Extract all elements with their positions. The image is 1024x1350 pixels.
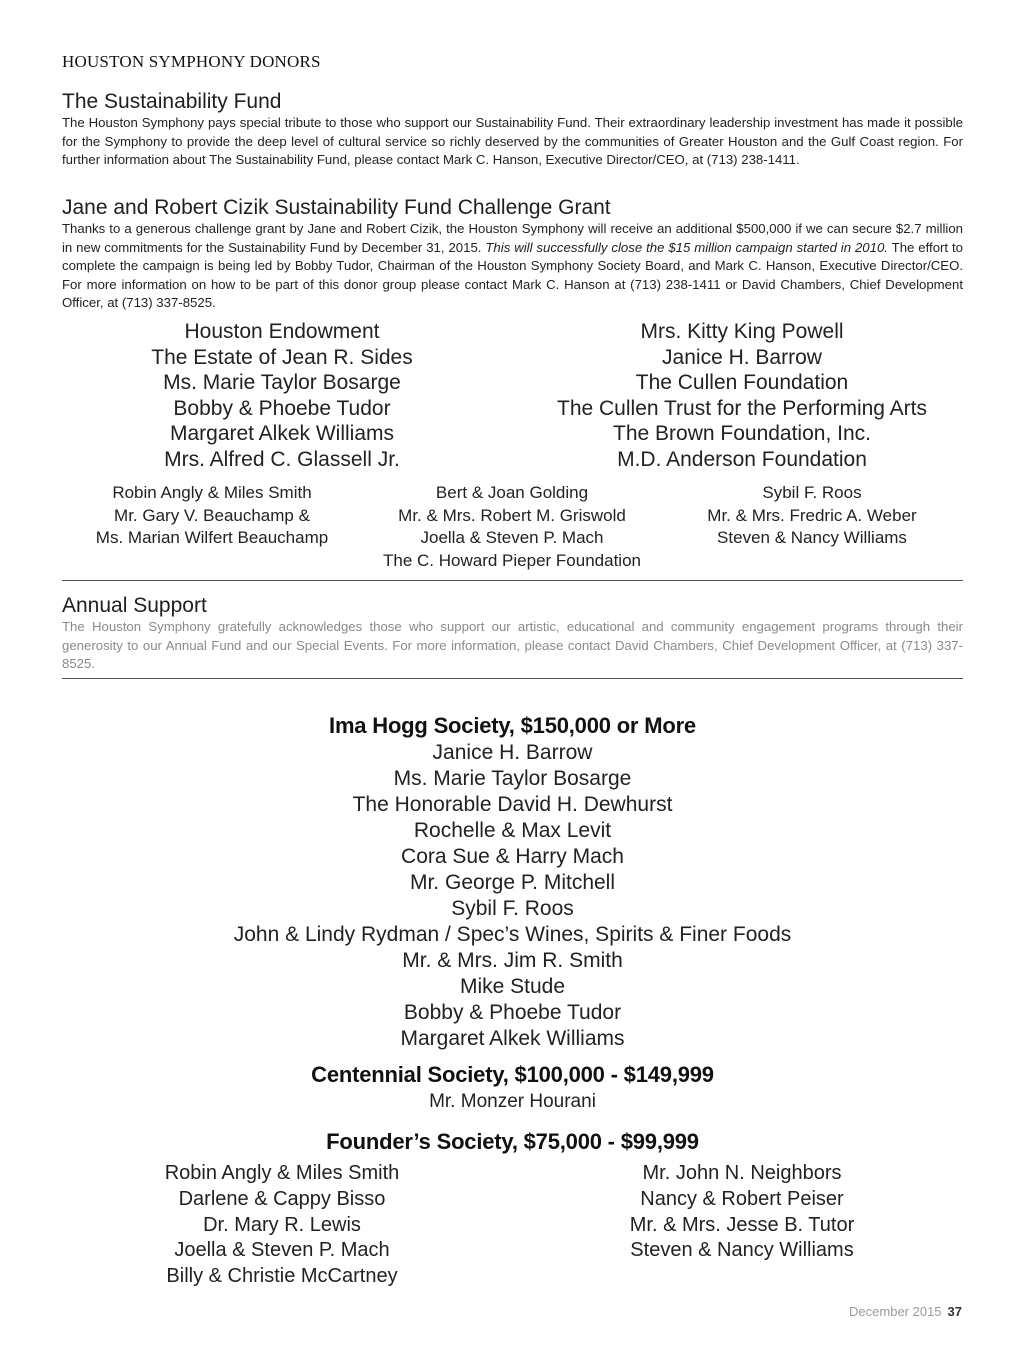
- donor-name: Mrs. Kitty King Powell: [640, 320, 844, 343]
- other-donors-column-3: [662, 482, 962, 550]
- donor-name: Joella & Steven P. Mach: [420, 528, 604, 548]
- centennial-donor-list: [62, 1089, 963, 1115]
- donor-name: Joella & Steven P. Mach: [174, 1239, 390, 1262]
- cizik-grant-section: [62, 196, 963, 313]
- page-header-title: HOUSTON SYMPHONY DONORS: [62, 52, 321, 71]
- ima-hogg-donor-list: [62, 740, 963, 1052]
- section-divider: [62, 678, 963, 679]
- cizik-grant-title: Jane and Robert Cizik Sustainability Fund Challenge Grant: [62, 196, 611, 219]
- donor-name: Mike Stude: [459, 975, 566, 998]
- founders-right-column: [542, 1161, 942, 1264]
- cizik-text-end: The effort to complete the campaign is being led by Bobby Tudor, Chairman of the Houston Symphony Society Board, and Mark C. Hanson, Executive Director/CEO. For more information on how to be part of this donor group please contact Mark C. Hanson at (713) 238-1411 or David Chambers, Chief Development Officer, at (713) 337-8525.: [62, 239, 963, 310]
- donor-name: Dr. Mary R. Lewis: [203, 1213, 361, 1236]
- sustainability-fund-section: [62, 90, 963, 170]
- donor-name: Steven & Nancy Williams: [630, 1239, 854, 1262]
- donor-name: Margaret Alkek Williams: [400, 1027, 625, 1050]
- donor-name: Robin Angly & Miles Smith: [164, 1162, 400, 1184]
- cizik-grant-text: [62, 220, 963, 313]
- donor-name: Billy & Christie McCartney: [166, 1265, 398, 1288]
- donor-name: Darlene & Cappy Bisso: [178, 1187, 386, 1210]
- major-donors-left-column: [82, 319, 482, 472]
- donor-name: Mr. John N. Neighbors: [642, 1162, 842, 1184]
- donor-name: Houston Endowment: [184, 320, 380, 343]
- page-footer: [849, 1304, 962, 1319]
- donor-name: Robin Angly & Miles Smith: [112, 483, 312, 502]
- donor-name: Bobby & Phoebe Tudor: [403, 1001, 622, 1024]
- donor-name: John & Lindy Rydman / Spec’s Wines, Spirits & Finer Foods: [233, 923, 792, 946]
- donor-name: Bobby & Phoebe Tudor: [173, 396, 391, 420]
- donor-name: Bert & Joan Golding: [435, 483, 589, 502]
- donor-name: Janice H. Barrow: [662, 345, 822, 369]
- donor-name: Ms. Marian Wilfert Beauchamp: [95, 528, 329, 548]
- donor-name: Sybil F. Roos: [762, 483, 862, 502]
- annual-support-section: [62, 594, 963, 674]
- donor-name: Mrs. Alfred C. Glassell Jr.: [164, 447, 400, 471]
- footer-date: December 2015: [849, 1304, 942, 1319]
- other-donors-column-2: [362, 482, 662, 572]
- donor-name: The Brown Foundation, Inc.: [613, 422, 871, 445]
- sustainability-fund-title: The Sustainability Fund: [62, 90, 282, 113]
- donor-name: Nancy & Robert Peiser: [640, 1187, 844, 1210]
- founders-society: [62, 1128, 963, 1288]
- sustainability-fund-text: The Houston Symphony pays special tribute to those who support our Sustainability Fund. Their extraordinary leadership investment has made it possible for the Symphony to provide the deep level of cultural service so richly deserved by the communities of Greater Houston and the Gulf Coast region. For further information about The Sustainability Fund, please contact Mark C. Hanson, Executive Director/CEO, at (713) 238-1411.: [62, 115, 963, 167]
- donor-name: The Honorable David H. Dewhurst: [352, 793, 673, 816]
- donor-name: Mr. Monzer Hourani: [429, 1091, 596, 1112]
- page-number: 37: [947, 1304, 962, 1319]
- donor-name: Ms. Marie Taylor Bosarge: [393, 767, 632, 790]
- donor-name: Mr. & Mrs. Robert M. Griswold: [398, 505, 626, 525]
- centennial-society: [62, 1061, 963, 1115]
- donor-name: Janice H. Barrow: [432, 741, 593, 764]
- donor-name: Mr. George P. Mitchell: [409, 871, 616, 894]
- donor-name: Rochelle & Max Levit: [413, 819, 612, 842]
- donor-name: Mr. & Mrs. Jim R. Smith: [402, 949, 623, 972]
- donor-name: Mr. Gary V. Beauchamp &: [114, 505, 310, 525]
- donor-name: Cora Sue & Harry Mach: [401, 845, 624, 868]
- donor-name: The C. Howard Pieper Foundation: [383, 550, 641, 570]
- donor-name: The Cullen Foundation: [635, 371, 849, 394]
- section-divider: [62, 580, 963, 581]
- founders-left-column: [82, 1161, 482, 1290]
- donor-name: Steven & Nancy Williams: [717, 528, 907, 548]
- major-donors-right-column: [542, 319, 942, 472]
- ima-hogg-society: [62, 712, 963, 1052]
- donor-name: M.D. Anderson Foundation: [617, 447, 867, 471]
- donor-name: The Cullen Trust for the Performing Arts: [557, 396, 927, 420]
- donor-name: Margaret Alkek Williams: [169, 422, 395, 445]
- donor-name: Sybil F. Roos: [451, 897, 574, 920]
- cizik-text-start: Thanks to a generous challenge grant by Jane and Robert Cizik, the Houston Symphony will receive an additional $500,000 if we can secure $2.7 million in new commitments for the Sustainability Fund by December 31, 2015.: [62, 221, 963, 255]
- donor-name: Mr. & Mrs. Fredric A. Weber: [707, 505, 917, 525]
- cizik-text-italic: This will successfully close the $15 million campaign started in 2010.: [485, 239, 888, 255]
- ima-hogg-society-title: Ima Hogg Society, $150,000 or More: [329, 713, 696, 738]
- donor-name: Ms. Marie Taylor Bosarge: [163, 371, 401, 394]
- annual-support-title: Annual Support: [62, 594, 207, 617]
- founders-society-title: Founder’s Society, $75,000 - $99,999: [326, 1129, 699, 1154]
- donor-name: Mr. & Mrs. Jesse B. Tutor: [629, 1213, 855, 1236]
- annual-support-text: The Houston Symphony gratefully acknowledges those who support our artistic, educational and community engagement programs through their generosity to our Annual Fund and our Special Events. For more information, please contact David Chambers, Chief Development Officer, at (713) 337-8525.: [62, 619, 963, 671]
- centennial-society-title: Centennial Society, $100,000 - $149,999: [311, 1062, 714, 1087]
- other-donors-column-1: [62, 482, 362, 550]
- donor-name: The Estate of Jean R. Sides: [151, 345, 413, 369]
